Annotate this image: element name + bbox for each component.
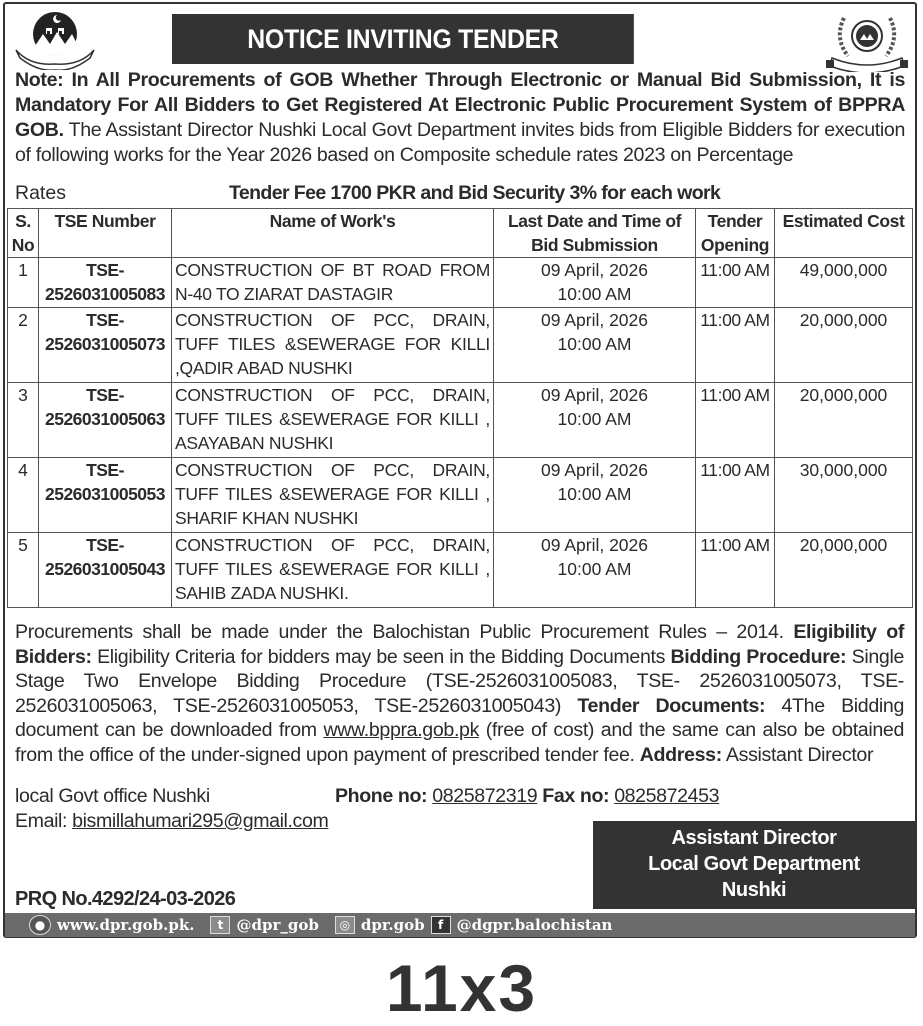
- tse-prefix: TSE-: [86, 260, 124, 280]
- office-name: local Govt office Nushki: [15, 785, 210, 807]
- invitation-text: The Assistant Director Nushki Local Govt Department invites bids from Eligible Bidders for execution of following works for the Year 2026 based on Composite schedule rates 2023 on Percentage: [15, 119, 905, 166]
- address-label: Address:: [639, 743, 722, 766]
- row-sno: 2: [8, 308, 39, 383]
- tse-prefix: TSE-: [86, 460, 124, 480]
- row-cost: 20,000,000: [775, 308, 913, 383]
- deadline-date: 09 April, 2026: [540, 385, 649, 405]
- row-deadline: [494, 383, 696, 458]
- deadline-time: 10:00 AM: [557, 484, 632, 504]
- tse-prefix: TSE-: [86, 535, 124, 555]
- table-row: [8, 258, 913, 308]
- row-deadline: [494, 258, 696, 308]
- phone-number[interactable]: 0825872319: [432, 785, 538, 807]
- row-opening: 11:00 AM: [696, 533, 775, 608]
- works-table: [7, 208, 913, 608]
- header-sno: S. No: [8, 209, 39, 258]
- registration-note: Note: In All Procurements of GOB Whether Through Electronic or Manual Bid Submission, It is Mandatory For All Bidders to Get Registered At Electronic Public Procurement System of BPPRA GOB.: [15, 69, 905, 141]
- table-header-row: [8, 209, 913, 258]
- footer-facebook-text: @dgpr.balochistan: [456, 916, 613, 934]
- header-opening: Tender Opening: [696, 209, 775, 258]
- row-work-name: CONSTRUCTION OF PCC, DRAIN, TUFF TILES &SEWERAGE FOR KILLI , SAHIB ZADA NUSHKI.: [172, 533, 494, 608]
- footer-social-bar: [5, 913, 915, 937]
- row-deadline: [494, 533, 696, 608]
- eligibility-label: Eligibility of Bidders:: [15, 621, 904, 668]
- row-tse: [39, 308, 172, 383]
- eligibility-text: Eligibility Criteria for bidders may be seen in the Bidding Documents: [91, 645, 671, 668]
- footer-twitter[interactable]: [210, 916, 318, 934]
- tse-prefix: TSE-: [86, 385, 124, 405]
- footer-facebook[interactable]: [431, 916, 613, 934]
- prq-number: PRQ No.4292/24-03-2026: [15, 888, 236, 910]
- row-deadline: [494, 308, 696, 383]
- tse-number: 2526031005053: [44, 484, 166, 504]
- tse-number: 2526031005083: [44, 284, 166, 304]
- facebook-icon: f: [431, 916, 451, 934]
- footer-website[interactable]: [29, 915, 194, 935]
- row-work-name: CONSTRUCTION OF PCC, DRAIN, TUFF TILES &SEWERAGE FOR KILLI ,QADIR ABAD NUSHKI: [172, 308, 494, 383]
- row-tse: [39, 383, 172, 458]
- twitter-icon: t: [210, 916, 230, 934]
- row-cost: 20,000,000: [775, 383, 913, 458]
- row-sno: 3: [8, 383, 39, 458]
- signatory-location: Nushki: [721, 879, 787, 901]
- deadline-time: 10:00 AM: [557, 559, 632, 579]
- tender-fee-text: Tender Fee 1700 PKR and Bid Security 3% for each work: [229, 182, 721, 204]
- address-text: Assistant Director: [721, 743, 874, 766]
- row-sno: 1: [8, 258, 39, 308]
- row-tse: [39, 533, 172, 608]
- intro-paragraph: [15, 68, 905, 168]
- deadline-date: 09 April, 2026: [540, 260, 649, 280]
- header-tse: TSE Number: [39, 209, 172, 258]
- deadline-time: 10:00 AM: [557, 409, 632, 429]
- row-opening: 11:00 AM: [696, 258, 775, 308]
- page-title: NOTICE INVITING TENDER: [172, 14, 634, 64]
- contact-line: [15, 784, 904, 809]
- footer-website-text: www.dpr.gob.pk.: [57, 916, 195, 934]
- header-date: Last Date and Time of Bid Submission: [494, 209, 696, 258]
- fee-line: [15, 181, 905, 205]
- email-link[interactable]: bismillahumari295@gmail.com: [72, 810, 329, 832]
- emblem-icon: [10, 6, 100, 70]
- rates-word: Rates: [15, 182, 66, 204]
- balochistan-emblem-logo: [10, 6, 100, 70]
- documents-text: 4The Bidding document can be downloaded from: [15, 694, 904, 741]
- phone-label: Phone no:: [335, 785, 428, 807]
- deadline-date: 09 April, 2026: [540, 535, 649, 555]
- table-row: [8, 383, 913, 458]
- dgpr-emblem-logo: [822, 8, 912, 72]
- row-work-name: CONSTRUCTION OF BT ROAD FROM N-40 TO ZIARAT DASTAGIR: [172, 258, 494, 308]
- email-label: Email:: [15, 810, 68, 832]
- deadline-time: 10:00 AM: [557, 334, 632, 354]
- table-row: [8, 308, 913, 383]
- wreath-emblem-icon: [822, 8, 912, 72]
- row-opening: 11:00 AM: [696, 458, 775, 533]
- table-row: [8, 533, 913, 608]
- row-cost: 20,000,000: [775, 533, 913, 608]
- footer-instagram-text: dpr.gob: [360, 916, 425, 934]
- signatory-title: Assistant Director: [671, 827, 837, 849]
- tse-number: 2526031005043: [44, 559, 166, 579]
- row-tse: [39, 258, 172, 308]
- deadline-time: 10:00 AM: [557, 284, 632, 304]
- deadline-date: 09 April, 2026: [540, 310, 649, 330]
- row-opening: 11:00 AM: [696, 308, 775, 383]
- deadline-date: 09 April, 2026: [540, 460, 649, 480]
- row-tse: [39, 458, 172, 533]
- table-row: [8, 458, 913, 533]
- fax-label: Fax no:: [542, 785, 610, 807]
- row-opening: 11:00 AM: [696, 383, 775, 458]
- row-work-name: CONSTRUCTION OF PCC, DRAIN, TUFF TILES &SEWERAGE FOR KILLI , SHARIF KHAN NUSHKI: [172, 458, 494, 533]
- row-deadline: [494, 458, 696, 533]
- row-cost: 49,000,000: [775, 258, 913, 308]
- rules-text: Procurements shall be made under the Balochistan Public Procurement Rules – 2014.: [15, 621, 794, 643]
- documents-text-2: (free of cost) and the same can also be obtained from the office of the under-signed upon payment of prescribed tender fee.: [15, 719, 904, 766]
- email-line: [15, 809, 328, 834]
- fax-number[interactable]: 0825872453: [614, 785, 720, 807]
- header-name: Name of Work's: [172, 209, 494, 258]
- signatory-department: Local Govt Department: [648, 853, 860, 875]
- row-work-name: CONSTRUCTION OF PCC, DRAIN, TUFF TILES &SEWERAGE FOR KILLI , ASAYABAN NUSHKI: [172, 383, 494, 458]
- ad-size-label: 11x3: [385, 951, 538, 1025]
- globe-icon: ●: [29, 915, 51, 935]
- footer-instagram[interactable]: [335, 916, 425, 934]
- procedure-label: Bidding Procedure:: [670, 645, 847, 668]
- row-sno: 5: [8, 533, 39, 608]
- signature-block: [593, 821, 915, 909]
- instagram-icon: ◎: [335, 916, 355, 934]
- row-cost: 30,000,000: [775, 458, 913, 533]
- tse-prefix: TSE-: [86, 310, 124, 330]
- procedure-text: Single Stage Two Envelope Bidding Procedure (TSE-2526031005083, TSE- 2526031005073, TSE-2526031005063, TSE-2526031005053, TSE-2526031005043): [15, 645, 904, 717]
- row-sno: 4: [8, 458, 39, 533]
- header-cost: Estimated Cost: [775, 209, 913, 258]
- tse-number: 2526031005063: [44, 409, 166, 429]
- tse-number: 2526031005073: [44, 334, 166, 354]
- documents-label: Tender Documents:: [577, 694, 766, 717]
- footer-twitter-text: @dpr_gob: [236, 916, 319, 934]
- terms-paragraph: [15, 620, 904, 767]
- bppra-website-link[interactable]: www.bppra.gob.pk: [323, 719, 480, 741]
